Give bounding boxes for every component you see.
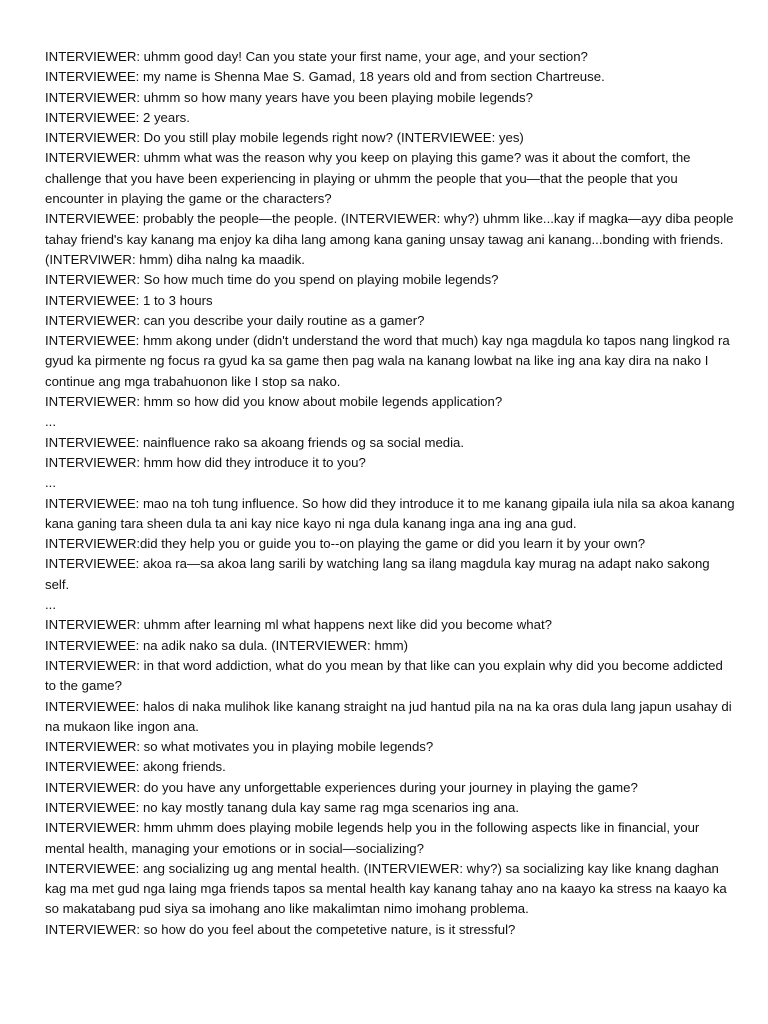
transcript-line: INTERVIEWER: So how much time do you spend on playing mobile legends? [45,272,499,288]
transcript-line: INTERVIEWER: hmm so how did you know about mobile legends application? [45,394,503,410]
transcript-line: INTERVIEWEE: my name is Shenna Mae S. Gamad, 18 years old and from section Chartreuse. [45,69,605,85]
transcript-page [45,47,735,940]
transcript-line: INTERVIEWER: hmm how did they introduce it to you? [45,454,366,470]
transcript-line: INTERVIEWEE: probably the people—the people. (INTERVIEWER: why?) uhmm like...kay if magka—ayy diba people tahay friend's kay kanang ma enjoy ka diha lang among kana ganing unsay tawag ani kanang...bonding with friends. (INTERVIWER: hmm) diha nalng ka maadik. [45,211,734,267]
transcript-line: INTERVIEWER: so what motivates you in playing mobile legends? [45,739,434,755]
transcript-line: INTERVIEWER: do you have any unforgettable experiences during your journey in playing the game? [45,779,638,795]
transcript-line: INTERVIEWEE: ang socializing ug ang mental health. (INTERVIEWER: why?) sa socializing kay like knang daghan kag ma met gud nga laing mga friends tapos sa mental health kay kanang tahay ano na kaayo ka stress na kaayo ka so makatabang pud siya sa imohang ano like makalimtan nimo imohang problema. [45,860,727,917]
transcript-line: INTERVIEWEE: na adik nako sa dula. (INTERVIEWER: hmm) [45,637,409,653]
transcript-line: INTERVIEWEE: 2 years. [45,109,190,125]
transcript-line: INTERVIEWER: uhmm after learning ml what happens next like did you become what? [45,617,552,633]
transcript-line: INTERVIEWEE: halos di naka mulihok like kanang straight na jud hantud pila na na ka oras dula lang japun usahay di na mukaon like ingon ana. [45,698,732,734]
transcript-line: INTERVIEWER: Do you still play mobile legends right now? (INTERVIEWEE: yes) [45,130,524,146]
transcript-line: INTERVIEWEE: 1 to 3 hours [45,292,213,308]
transcript-line: INTERVIEWER: uhmm so how many years have you been playing mobile legends? [45,89,533,105]
transcript-line: INTERVIEWER: so how do you feel about the competetive nature, is it stressful? [45,921,516,937]
transcript-line: INTERVIEWER:did they help you or guide you to--on playing the game or did you learn it by your own? [45,536,646,552]
transcript-line: ... [45,414,56,430]
transcript-line: INTERVIEWER: can you describe your daily routine as a gamer? [45,312,425,328]
transcript-line: INTERVIEWER: uhmm good day! Can you state your first name, your age, and your section? [45,49,588,64]
transcript-line: ... [45,475,56,491]
transcript-line: INTERVIEWER: uhmm what was the reason why you keep on playing this game? was it about the comfort, the challenge that you have been experiencing in playing or uhmm the people that you—that the people that you encounter in playing the game or the characters? [45,150,691,207]
transcript-line: INTERVIEWEE: hmm akong under (didn't understand the word that much) kay nga magdula ko tapos nang lingkod ra gyud ka pirmente ng focus ra gyud ka sa game then pag wala na kanang lowbat na like ing ana kay dira na nako I continue ang mga trabahuonon like I stop sa nako. [45,333,730,389]
transcript-line: INTERVIEWEE: nainfluence rako sa akoang friends og sa social media. [45,434,465,450]
transcript-line: INTERVIEWER: in that word addiction, what do you mean by that like can you explain why did you become addicted to the game? [45,657,723,694]
transcript-line: INTERVIEWEE: no kay mostly tanang dula kay same rag mga scenarios ing ana. [45,799,519,815]
transcript-line: INTERVIEWEE: mao na toh tung influence. So how did they introduce it to me kanang gipaila iula nila sa akoa kanang kana ganing tara sheen dula ta ani kay nice kayo ni nga dula kanang inga ana ing ana gud. [45,495,735,531]
transcript-line: INTERVIEWEE: akong friends. [45,759,226,775]
transcript-line: ... [45,597,56,613]
transcript-line: INTERVIEWER: hmm uhmm does playing mobile legends help you in the following aspects like in financial, your mental health, managing your emotions or in social—socializing? [45,820,700,856]
transcript-line: INTERVIEWEE: akoa ra—sa akoa lang sarili by watching lang sa ilang magdula kay murag na adapt nako sakong self. [45,556,710,592]
